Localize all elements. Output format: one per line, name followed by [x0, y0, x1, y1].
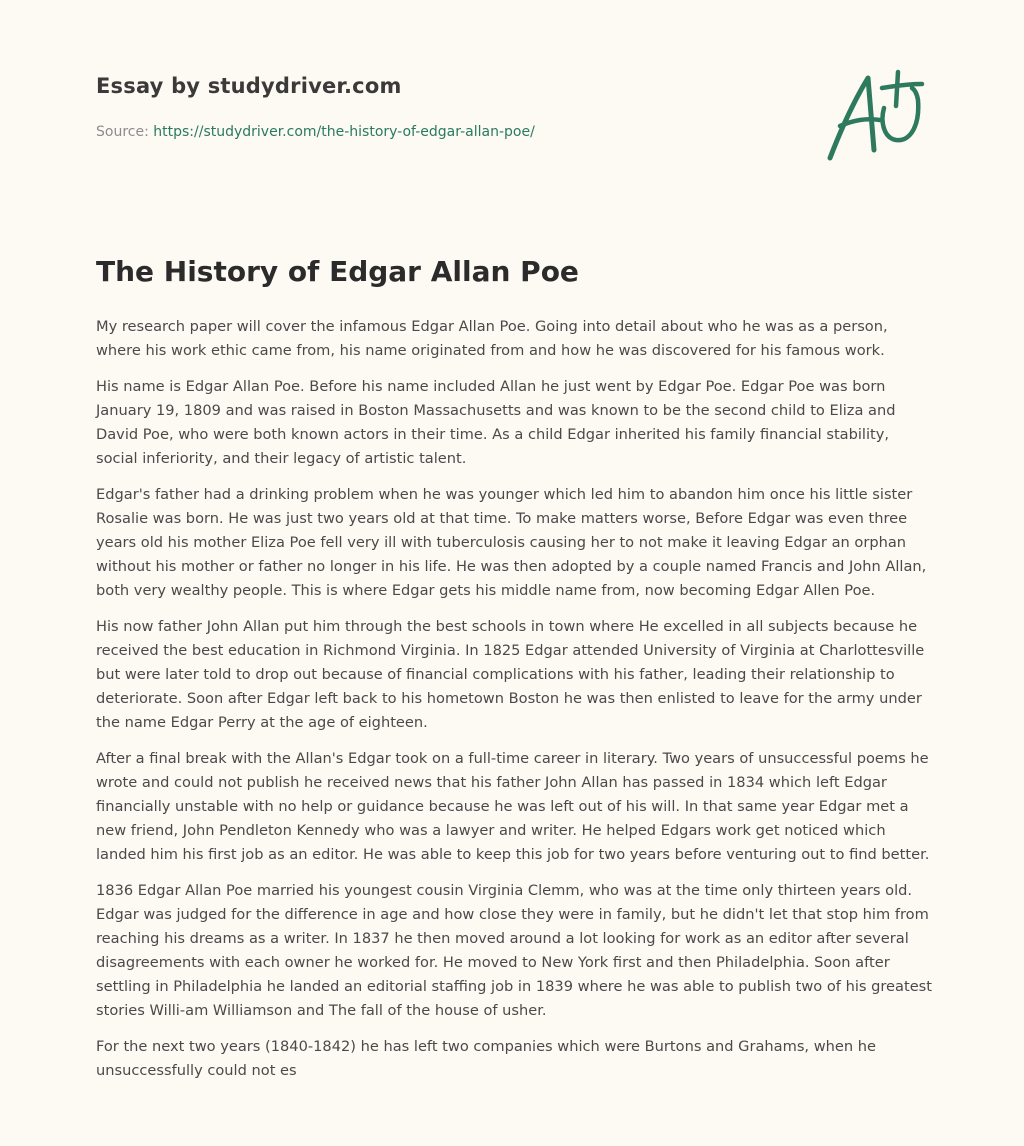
a-plus-logo-icon	[822, 66, 930, 166]
paragraph: Edgar's father had a drinking problem when he was younger which led him to abandon him once his little sister Rosalie was born. He was just two years old at that time. To make matters worse, Before Edgar was even three years old his mother Eliza Poe fell very ill with tuberculosis causing her to not make it leaving Edgar an orphan without his mother or father no longer in his life. He was then adopted by a couple named Francis and John Allan, both very wealthy people. This is where Edgar gets his middle name from, now becoming Edgar Allen Poe.	[96, 486, 927, 599]
paragraph: After a final break with the Allan's Edgar took on a full-time career in literary. Two years of unsuccessful poems he wrote and could not publish he received news that his father John Allan has passed in 1834 which left Edgar financially unstable with no help or guidance because he was left out of his will. In that same year Edgar met a new friend, John Pendleton Kennedy who was a lawyer and writer. He helped Edgars work get noticed which landed him his first job as an editor. He was able to keep this job for two years before venturing out to find better.	[96, 750, 930, 863]
paragraph: His name is Edgar Allan Poe. Before his name included Allan he just went by Edgar Poe. Edgar Poe was born January 19, 1809 and was raised in Boston Massachusetts and was known to be the second child to Eliza and David Poe, who were both known actors in their time. As a child Edgar inherited his family financial stability, social inferiority, and their legacy of artistic talent.	[96, 378, 896, 467]
paragraph: My research paper will cover the infamous Edgar Allan Poe. Going into detail about who he was as a person, where his work ethic came from, his name originated from and how he was discovered for his famous work.	[96, 318, 888, 359]
essay-body	[96, 315, 932, 1095]
paragraph: For the next two years (1840-1842) he has left two companies which were Burtons and Grahams, when he unsuccessfully could not es	[96, 1038, 876, 1079]
paragraph: 1836 Edgar Allan Poe married his youngest cousin Virginia Clemm, who was at the time only thirteen years old. Edgar was judged for the difference in age and how close they were in family, but he didn't let that stop him from reaching his dreams as a writer. In 1837 he then moved around a lot looking for work as an editor after several disagreements with each owner he worked for. He moved to New York first and then Philadelphia. Soon after settling in Philadelphia he landed an editorial staffing job in 1839 where he was able to publish two of his greatest stories Willi-am Williamson and The fall of the house of usher.	[96, 882, 933, 1019]
site-title: Essay by studydriver.com	[96, 74, 402, 98]
source-label: Source:	[96, 124, 154, 140]
source-line	[96, 124, 535, 140]
source-link[interactable]: https://studydriver.com/the-history-of-edgar-allan-poe/	[153, 124, 535, 140]
paragraph: His now father John Allan put him through the best schools in town where He excelled in all subjects because he received the best education in Richmond Virginia. In 1825 Edgar attended University of Virginia at Charlottesville but were later told to drop out because of financial complications with his father, leading their relationship to deteriorate. Soon after Edgar left back to his hometown Boston he was then enlisted to leave for the army under the name Edgar Perry at the age of eighteen.	[96, 618, 925, 731]
document-title: The History of Edgar Allan Poe	[96, 255, 579, 288]
